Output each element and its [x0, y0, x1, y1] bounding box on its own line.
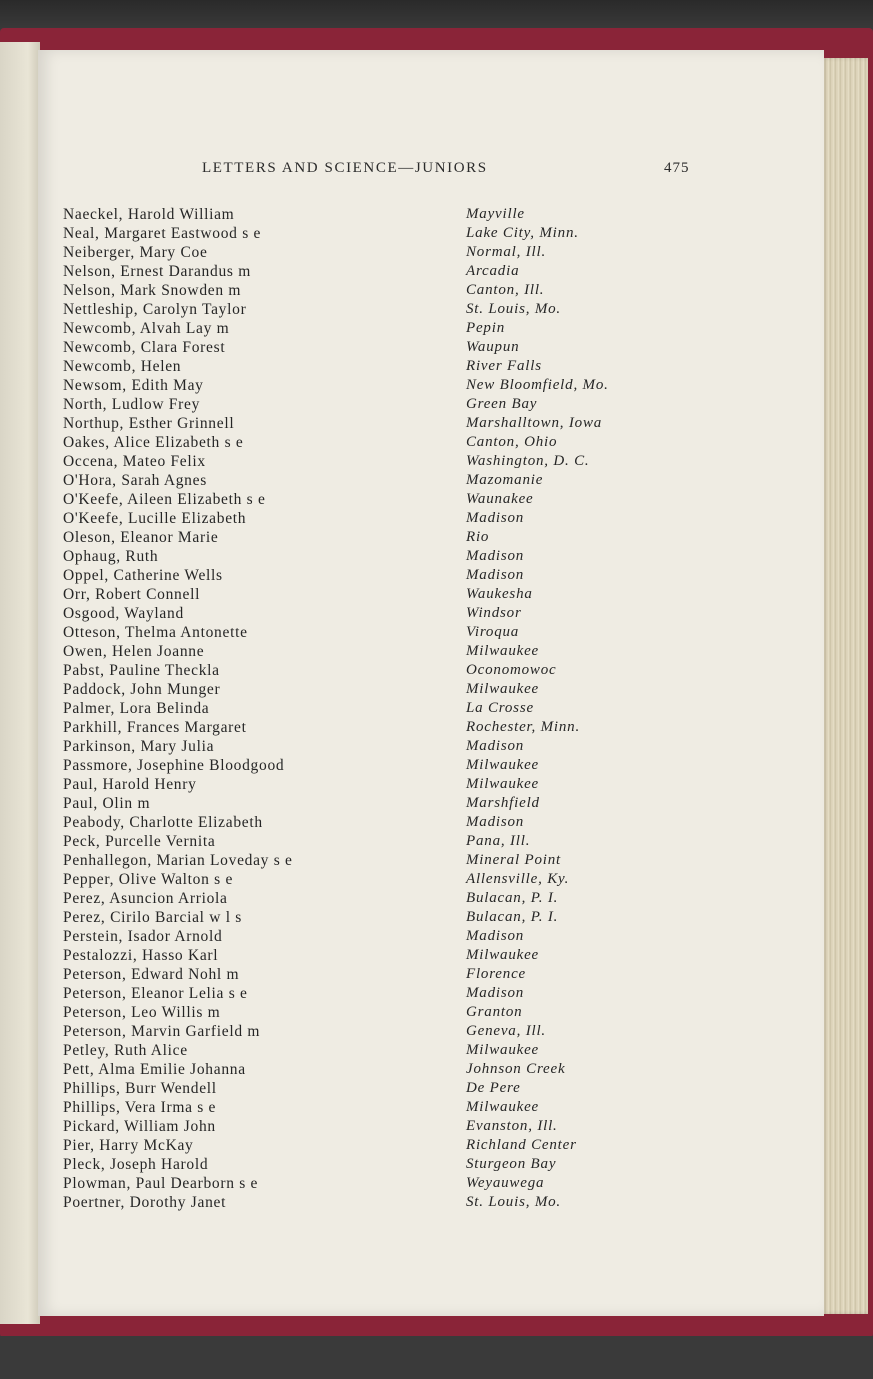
- student-name: Penhallegon, Marian Loveday s e: [63, 852, 293, 869]
- student-name: Peterson, Leo Willis m: [63, 1004, 221, 1021]
- list-item: [63, 946, 663, 965]
- hometown: Mayville: [466, 206, 525, 222]
- hometown: Granton: [466, 1004, 523, 1020]
- list-item: [63, 737, 663, 756]
- student-name: Phillips, Burr Wendell: [63, 1080, 217, 1097]
- list-item: [63, 889, 663, 908]
- student-name: Newcomb, Helen: [63, 358, 182, 375]
- student-name: Neiberger, Mary Coe: [63, 244, 208, 261]
- hometown: Arcadia: [466, 263, 520, 279]
- student-name: Pleck, Joseph Harold: [63, 1156, 209, 1173]
- hometown: River Falls: [466, 358, 542, 374]
- list-item: [63, 224, 663, 243]
- list-item: [63, 1155, 663, 1174]
- hometown: Viroqua: [466, 624, 520, 640]
- hometown: Bulacan, P. I.: [466, 909, 559, 925]
- list-item: [63, 262, 663, 281]
- page-block-edges: [822, 58, 868, 1314]
- hometown: De Pere: [466, 1080, 521, 1096]
- student-name: Paddock, John Munger: [63, 681, 221, 698]
- hometown: Johnson Creek: [466, 1061, 566, 1077]
- student-name: Perstein, Isador Arnold: [63, 928, 223, 945]
- hometown: Milwaukee: [466, 947, 540, 963]
- hometown: Sturgeon Bay: [466, 1156, 557, 1172]
- list-item: [63, 528, 663, 547]
- student-name: Nelson, Mark Snowden m: [63, 282, 242, 299]
- student-name: Owen, Helen Joanne: [63, 643, 205, 660]
- student-name: Plowman, Paul Dearborn s e: [63, 1175, 259, 1192]
- list-item: [63, 319, 663, 338]
- list-item: [63, 908, 663, 927]
- hometown: Richland Center: [466, 1137, 577, 1153]
- hometown: Madison: [466, 738, 525, 754]
- student-name: Perez, Cirilo Barcial w l s: [63, 909, 243, 926]
- student-name: Osgood, Wayland: [63, 605, 184, 622]
- hometown: Pepin: [466, 320, 505, 336]
- list-item: [63, 927, 663, 946]
- hometown: Geneva, Ill.: [466, 1023, 546, 1039]
- list-item: [63, 680, 663, 699]
- student-name: Petley, Ruth Alice: [63, 1042, 188, 1059]
- list-item: [63, 1098, 663, 1117]
- student-name: Peterson, Marvin Garfield m: [63, 1023, 261, 1040]
- hometown: Madison: [466, 548, 525, 564]
- student-name: Phillips, Vera Irma s e: [63, 1099, 217, 1116]
- list-item: [63, 471, 663, 490]
- hometown: Madison: [466, 567, 525, 583]
- student-name: Passmore, Josephine Bloodgood: [63, 757, 285, 774]
- list-item: [63, 376, 663, 395]
- hometown: Bulacan, P. I.: [466, 890, 559, 906]
- scan-background-top: [0, 0, 873, 30]
- student-name: Otteson, Thelma Antonette: [63, 624, 248, 641]
- hometown: St. Louis, Mo.: [466, 1194, 561, 1210]
- list-item: [63, 1174, 663, 1193]
- student-name: Palmer, Lora Belinda: [63, 700, 210, 717]
- list-item: [63, 756, 663, 775]
- student-name: Neal, Margaret Eastwood s e: [63, 225, 262, 242]
- hometown: Normal, Ill.: [466, 244, 547, 260]
- student-name: Ophaug, Ruth: [63, 548, 159, 565]
- hometown: Milwaukee: [466, 681, 540, 697]
- student-name: Oakes, Alice Elizabeth s e: [63, 434, 244, 451]
- student-name: Poertner, Dorothy Janet: [63, 1194, 227, 1211]
- hometown: Madison: [466, 814, 525, 830]
- list-item: [63, 1060, 663, 1079]
- hometown: Florence: [466, 966, 526, 982]
- student-name: Newsom, Edith May: [63, 377, 204, 394]
- running-head: LETTERS AND SCIENCE—JUNIORS: [202, 160, 488, 176]
- list-item: [63, 566, 663, 585]
- list-item: [63, 281, 663, 300]
- hometown: Lake City, Minn.: [466, 225, 579, 241]
- list-item: [63, 718, 663, 737]
- student-name: Peabody, Charlotte Elizabeth: [63, 814, 263, 831]
- list-item: [63, 414, 663, 433]
- student-name: Oleson, Eleanor Marie: [63, 529, 219, 546]
- list-item: [63, 851, 663, 870]
- hometown: Rio: [466, 529, 490, 545]
- list-item: [63, 1079, 663, 1098]
- student-name: Nelson, Ernest Darandus m: [63, 263, 251, 280]
- student-name: Newcomb, Clara Forest: [63, 339, 226, 356]
- list-item: [63, 794, 663, 813]
- list-item: [63, 870, 663, 889]
- hometown: Rochester, Minn.: [466, 719, 581, 735]
- hometown: Allensville, Ky.: [466, 871, 570, 887]
- student-name: Pickard, William John: [63, 1118, 216, 1135]
- list-item: [63, 775, 663, 794]
- list-item: [63, 243, 663, 262]
- student-name: Peterson, Eleanor Lelia s e: [63, 985, 248, 1002]
- student-name: Pestalozzi, Hasso Karl: [63, 947, 219, 964]
- list-item: [63, 585, 663, 604]
- student-name: Paul, Harold Henry: [63, 776, 197, 793]
- hometown: Waupun: [466, 339, 520, 355]
- student-name: Newcomb, Alvah Lay m: [63, 320, 230, 337]
- hometown: Madison: [466, 985, 525, 1001]
- hometown: Canton, Ohio: [466, 434, 558, 450]
- hometown: Oconomowoc: [466, 662, 557, 678]
- student-name: North, Ludlow Frey: [63, 396, 201, 413]
- hometown: Milwaukee: [466, 1042, 540, 1058]
- list-item: [63, 433, 663, 452]
- hometown: Milwaukee: [466, 1099, 540, 1115]
- list-item: [63, 547, 663, 566]
- list-item: [63, 832, 663, 851]
- hometown: La Crosse: [466, 700, 534, 716]
- list-item: [63, 452, 663, 471]
- hometown: St. Louis, Mo.: [466, 301, 561, 317]
- hometown: Milwaukee: [466, 757, 540, 773]
- student-name: Peterson, Edward Nohl m: [63, 966, 240, 983]
- list-item: [63, 490, 663, 509]
- student-name: Paul, Olin m: [63, 795, 151, 812]
- hometown: Marshfield: [466, 795, 540, 811]
- hometown: Washington, D. C.: [466, 453, 590, 469]
- list-item: [63, 984, 663, 1003]
- list-item: [63, 357, 663, 376]
- hometown: Evanston, Ill.: [466, 1118, 558, 1134]
- student-name: Pett, Alma Emilie Johanna: [63, 1061, 246, 1078]
- student-list: [63, 205, 663, 1212]
- list-item: [63, 1003, 663, 1022]
- hometown: Marshalltown, Iowa: [466, 415, 603, 431]
- student-name: Oppel, Catherine Wells: [63, 567, 223, 584]
- student-name: Pier, Harry McKay: [63, 1137, 194, 1154]
- hometown: Mineral Point: [466, 852, 561, 868]
- student-name: Pabst, Pauline Theckla: [63, 662, 220, 679]
- student-name: O'Keefe, Lucille Elizabeth: [63, 510, 247, 527]
- hometown: Milwaukee: [466, 643, 540, 659]
- student-name: Parkhill, Frances Margaret: [63, 719, 247, 736]
- list-item: [63, 1041, 663, 1060]
- list-item: [63, 205, 663, 224]
- list-item: [63, 604, 663, 623]
- list-item: [63, 642, 663, 661]
- list-item: [63, 395, 663, 414]
- hometown: Mazomanie: [466, 472, 544, 488]
- hometown: New Bloomfield, Mo.: [466, 377, 609, 393]
- hometown: Milwaukee: [466, 776, 540, 792]
- list-item: [63, 1022, 663, 1041]
- list-item: [63, 1193, 663, 1212]
- hometown: Madison: [466, 928, 525, 944]
- hometown: Waunakee: [466, 491, 534, 507]
- student-name: O'Keefe, Aileen Elizabeth s e: [63, 491, 266, 508]
- list-item: [63, 338, 663, 357]
- student-name: Peck, Purcelle Vernita: [63, 833, 216, 850]
- list-item: [63, 661, 663, 680]
- scan-background-bottom: [0, 1336, 873, 1379]
- list-item: [63, 623, 663, 642]
- page-number: 475: [664, 160, 690, 176]
- list-item: [63, 699, 663, 718]
- student-name: Parkinson, Mary Julia: [63, 738, 215, 755]
- student-name: Northup, Esther Grinnell: [63, 415, 235, 432]
- list-item: [63, 1136, 663, 1155]
- list-item: [63, 965, 663, 984]
- student-name: Naeckel, Harold William: [63, 206, 235, 223]
- student-name: Pepper, Olive Walton s e: [63, 871, 234, 888]
- list-item: [63, 300, 663, 319]
- list-item: [63, 813, 663, 832]
- student-name: Orr, Robert Connell: [63, 586, 201, 603]
- hometown: Weyauwega: [466, 1175, 545, 1191]
- list-item: [63, 509, 663, 528]
- hometown: Madison: [466, 510, 525, 526]
- hometown: Pana, Ill.: [466, 833, 531, 849]
- list-item: [63, 1117, 663, 1136]
- hometown: Canton, Ill.: [466, 282, 545, 298]
- hometown: Windsor: [466, 605, 522, 621]
- student-name: Perez, Asuncion Arriola: [63, 890, 228, 907]
- facing-page-edge: [0, 42, 40, 1324]
- student-name: Occena, Mateo Felix: [63, 453, 206, 470]
- hometown: Waukesha: [466, 586, 533, 602]
- student-name: Nettleship, Carolyn Taylor: [63, 301, 247, 318]
- student-name: O'Hora, Sarah Agnes: [63, 472, 207, 489]
- hometown: Green Bay: [466, 396, 538, 412]
